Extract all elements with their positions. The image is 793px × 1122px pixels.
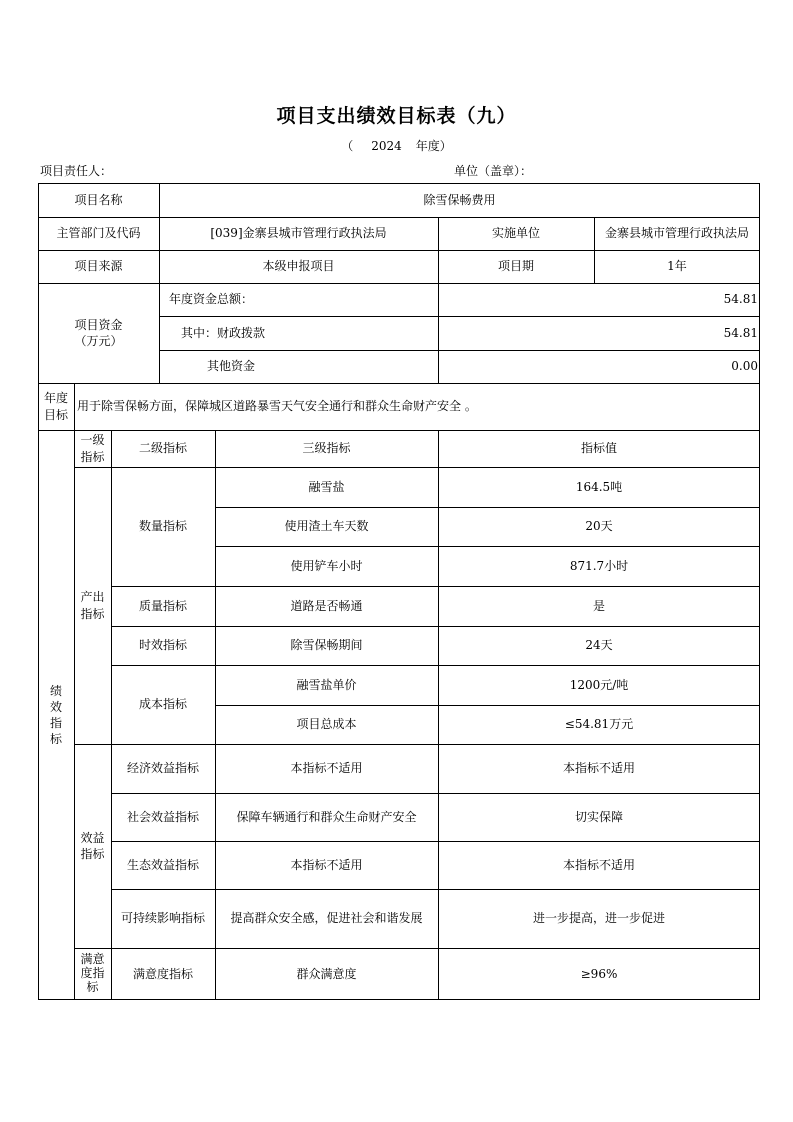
output-label-line1: 产出 xyxy=(80,590,105,605)
fiscal-year xyxy=(0,137,793,154)
project-owner-label: 项目责任人： xyxy=(40,164,113,178)
indicator-name: 使用渣土车天数 xyxy=(284,519,369,533)
indicator-name: 本指标不适用 xyxy=(290,761,363,775)
benefit-l2: 社会效益指标 xyxy=(126,809,199,824)
satisfaction-label-line1: 满意 xyxy=(80,952,105,967)
funds-total-value: 54.81 xyxy=(723,292,758,306)
indicator-name: 融雪盐 xyxy=(308,479,345,494)
timeliness-indicator-label: 时效指标 xyxy=(138,638,187,652)
satisfaction-label-line2: 度指 xyxy=(80,966,105,981)
indicator-value: ≤54.81万元 xyxy=(564,717,634,731)
output-label-line2: 指标 xyxy=(80,606,105,621)
perf-group-char: 标 xyxy=(49,732,62,747)
indicator-name: 道路是否畅通 xyxy=(290,598,363,613)
head-level3: 三级指标 xyxy=(302,441,351,455)
head-level1-line2: 指标 xyxy=(80,449,105,464)
output-indicator-label xyxy=(74,467,111,744)
indicator-name: 使用铲车小时 xyxy=(290,558,363,573)
goal-label-line1: 年度 xyxy=(43,391,68,406)
indicator-value: 本指标不适用 xyxy=(562,857,635,872)
funds-total-label: 年度资金总额： xyxy=(169,292,254,306)
project-name-value: 除雪保畅费用 xyxy=(423,192,496,207)
page-title: 项目支出绩效目标表（九） xyxy=(276,105,517,127)
indicator-name: 除雪保畅期间 xyxy=(290,638,363,652)
dept-label: 主管部门及代码 xyxy=(56,226,141,240)
goal-label xyxy=(38,383,74,430)
indicator-name: 保障车辆通行和群众生命财产安全 xyxy=(236,809,417,824)
period-label: 项目期 xyxy=(497,259,534,273)
indicator-value: 164.5吨 xyxy=(575,479,623,494)
indicator-name: 本指标不适用 xyxy=(290,857,363,872)
head-level2: 二级指标 xyxy=(138,441,187,455)
indicator-value: 是 xyxy=(592,598,605,613)
benefit-label-line2: 指标 xyxy=(80,847,105,861)
funds-label-line2: （万元） xyxy=(74,334,123,348)
indicator-name: 融雪盐单价 xyxy=(296,677,357,692)
quality-indicator-label: 质量指标 xyxy=(138,598,187,613)
perf-group-char: 指 xyxy=(49,716,62,730)
goal-text: 用于除雪保畅方面，保障城区道路暴雪天气安全通行和群众生命财产安全 。 xyxy=(77,399,477,413)
indicator-value: 24天 xyxy=(585,638,613,652)
indicator-name: 项目总成本 xyxy=(296,717,357,731)
funds-label xyxy=(38,283,159,383)
indicator-value: ≥96% xyxy=(580,966,618,981)
dept-value: [039]金寨县城市管理行政执法局 xyxy=(210,226,387,240)
year-suffix: 年度） xyxy=(415,139,452,153)
quantity-indicator-label: 数量指标 xyxy=(138,519,187,533)
benefit-l2: 生态效益指标 xyxy=(126,857,199,872)
goal-label-line2: 目标 xyxy=(43,407,68,422)
impl-unit-label: 实施单位 xyxy=(491,226,540,240)
indicator-name: 群众满意度 xyxy=(296,966,357,981)
indicator-value: 871.7小时 xyxy=(569,558,629,573)
cost-indicator-label: 成本指标 xyxy=(138,697,187,711)
funds-label-line1: 项目资金 xyxy=(74,317,123,332)
benefit-indicator-label xyxy=(74,744,111,948)
source-label: 项目来源 xyxy=(74,259,123,273)
benefit-l2: 经济效益指标 xyxy=(126,761,199,775)
indicator-value: 本指标不适用 xyxy=(562,761,635,775)
satisfaction-label-line3: 标 xyxy=(86,979,99,994)
year-value: 2024 xyxy=(371,139,402,153)
head-level1 xyxy=(74,430,111,467)
benefit-label-line1: 效益 xyxy=(80,830,105,845)
impl-unit-value: 金寨县城市管理行政执法局 xyxy=(604,226,749,240)
funds-fiscal-label: 其中：财政拨款 xyxy=(181,325,266,340)
head-level1-line1: 一级 xyxy=(80,433,105,448)
period-value: 1年 xyxy=(667,259,687,273)
funds-fiscal-value: 54.81 xyxy=(723,325,758,340)
benefit-l2: 可持续影响指标 xyxy=(120,911,205,925)
satisfaction-indicator-label xyxy=(74,948,111,1000)
source-value: 本级申报项目 xyxy=(262,259,335,273)
head-value: 指标值 xyxy=(580,441,617,455)
unit-seal-label: 单位（盖章）： xyxy=(454,164,533,178)
funds-other-value: 0.00 xyxy=(731,359,758,373)
indicator-value: 切实保障 xyxy=(574,809,623,824)
year-open: （ xyxy=(341,139,354,153)
perf-group-label xyxy=(38,430,74,1000)
indicator-value: 进一步提高，进一步促进 xyxy=(532,911,665,925)
satisfaction-l2: 满意度指标 xyxy=(132,966,193,981)
project-name-label: 项目名称 xyxy=(74,192,123,207)
perf-group-char: 绩 xyxy=(49,683,62,698)
perf-group-char: 效 xyxy=(49,699,62,714)
indicator-value: 20天 xyxy=(585,519,613,533)
funds-other-label: 其他资金 xyxy=(207,359,256,373)
indicator-name: 提高群众安全感，促进社会和谐发展 xyxy=(230,911,423,925)
indicator-value: 1200元/吨 xyxy=(569,677,629,692)
